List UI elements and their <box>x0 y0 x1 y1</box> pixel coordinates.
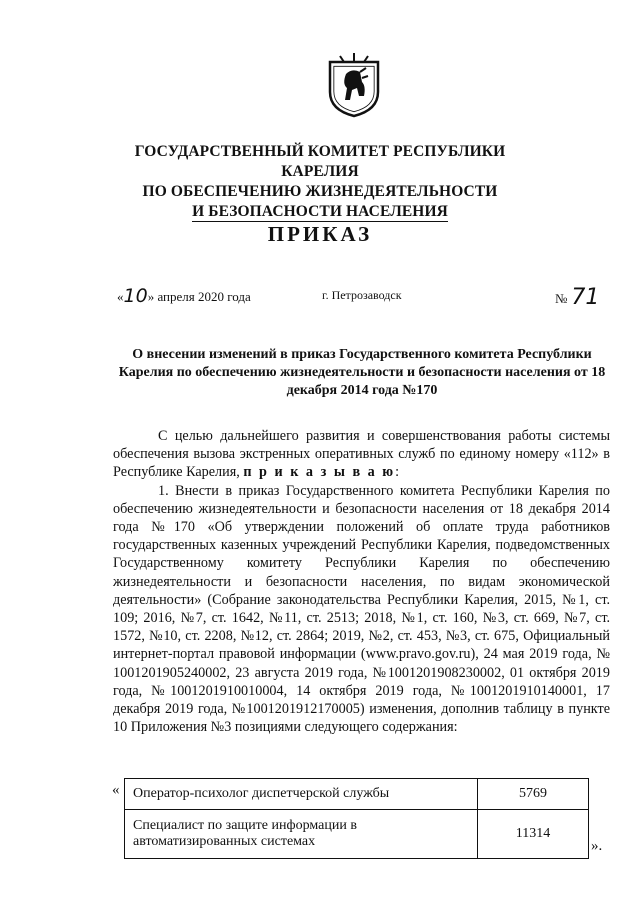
table-quote-close: ». <box>591 838 603 854</box>
handwritten-number: 71 <box>571 285 600 310</box>
order-word: п р и к а з ы в а ю <box>243 464 396 481</box>
intro-text: С целью дальнейшего развития и совершенствования работы системы обеспечения вызова экстренных оперативных служб по единому номеру «112» в Республике Карелия, <box>113 428 610 481</box>
coat-of-arms-emblem <box>326 52 382 118</box>
organization-name-line-3: И БЕЗОПАСНОСТИ НАСЕЛЕНИЯ <box>192 203 448 220</box>
item-1-paragraph: 1. Внести в приказ Государственного комитета Республики Карелия по обеспечению жизнедеятельности и безопасности населения от 18 декабря 2014 года №170 «Об утверждении положений об оплате труда работников государственных казенных учреждений Республики Карелия, подведомственных Государственному комитету Республики Карелия по обеспечению жизнедеятельности и безопасности населения, по видам экономической деятельности» (Собрание законодательства Республики Карелия, 2015, №1, ст. 109; 2016, №7, ст. 1642, №11, ст. 2513; 2018, №1, ст. 160, №3, ст. 669, №7, ст. 1572, №10, ст. 2208, №12, ст. 2864; 2019, №2, ст. 453, №3, ст. 675, Официальный интернет-портал правовой информации (www.pravo.gov.ru), 24 мая 2019 года, № 1001201905240002, 23 августа 2019 года, №1001201908230002, 01 октября 2019 года, №1001201910010004, 14 октября 2019 года, №1001201910140001, 17 декабря 2019 года, №1001201912170005) изменения, дополнив таблицу в пункте 10 Приложения №3 позициями следующего содержания: <box>113 482 610 736</box>
document-subject: О внесении изменений в приказ Государственного комитета Республики Карелия по обеспечению жизнедеятельности и безопасности населения от 18 декабря 2014 года №170 <box>118 347 606 398</box>
position-value-cell: 11314 <box>478 810 589 859</box>
table-quote-open: « <box>112 782 120 798</box>
position-name-cell: Специалист по защите информации в автоматизированных системах <box>125 810 478 859</box>
position-value-cell: 5769 <box>478 779 589 810</box>
table-row <box>125 779 589 810</box>
document-type-title: ПРИКАЗ <box>267 222 373 246</box>
positions-table-block <box>112 778 612 858</box>
organization-name-line-1: ГОСУДАРСТВЕННЫЙ КОМИТЕТ РЕСПУБЛИКИ КАРЕЛИЯ <box>134 143 506 180</box>
document-body <box>113 427 610 736</box>
document-date <box>117 284 251 306</box>
document-city: г. Петрозаводск <box>322 288 402 302</box>
position-name-cell: Оператор-психолог диспетчерской службы <box>125 779 478 810</box>
handwritten-day: 10 <box>123 285 148 307</box>
organization-name-line-2: ПО ОБЕСПЕЧЕНИЮ ЖИЗНЕДЕЯТЕЛЬНОСТИ <box>142 183 498 200</box>
document-number <box>555 284 599 309</box>
date-quote-open: « <box>117 289 124 304</box>
document-meta-row <box>0 280 640 310</box>
table-row <box>125 810 589 859</box>
positions-table <box>124 778 589 859</box>
intro-paragraph <box>113 427 610 482</box>
order-colon: : <box>395 464 400 481</box>
number-label: № <box>555 291 568 306</box>
organization-name <box>100 142 540 222</box>
date-month-year: » апреля 2020 года <box>147 289 251 304</box>
